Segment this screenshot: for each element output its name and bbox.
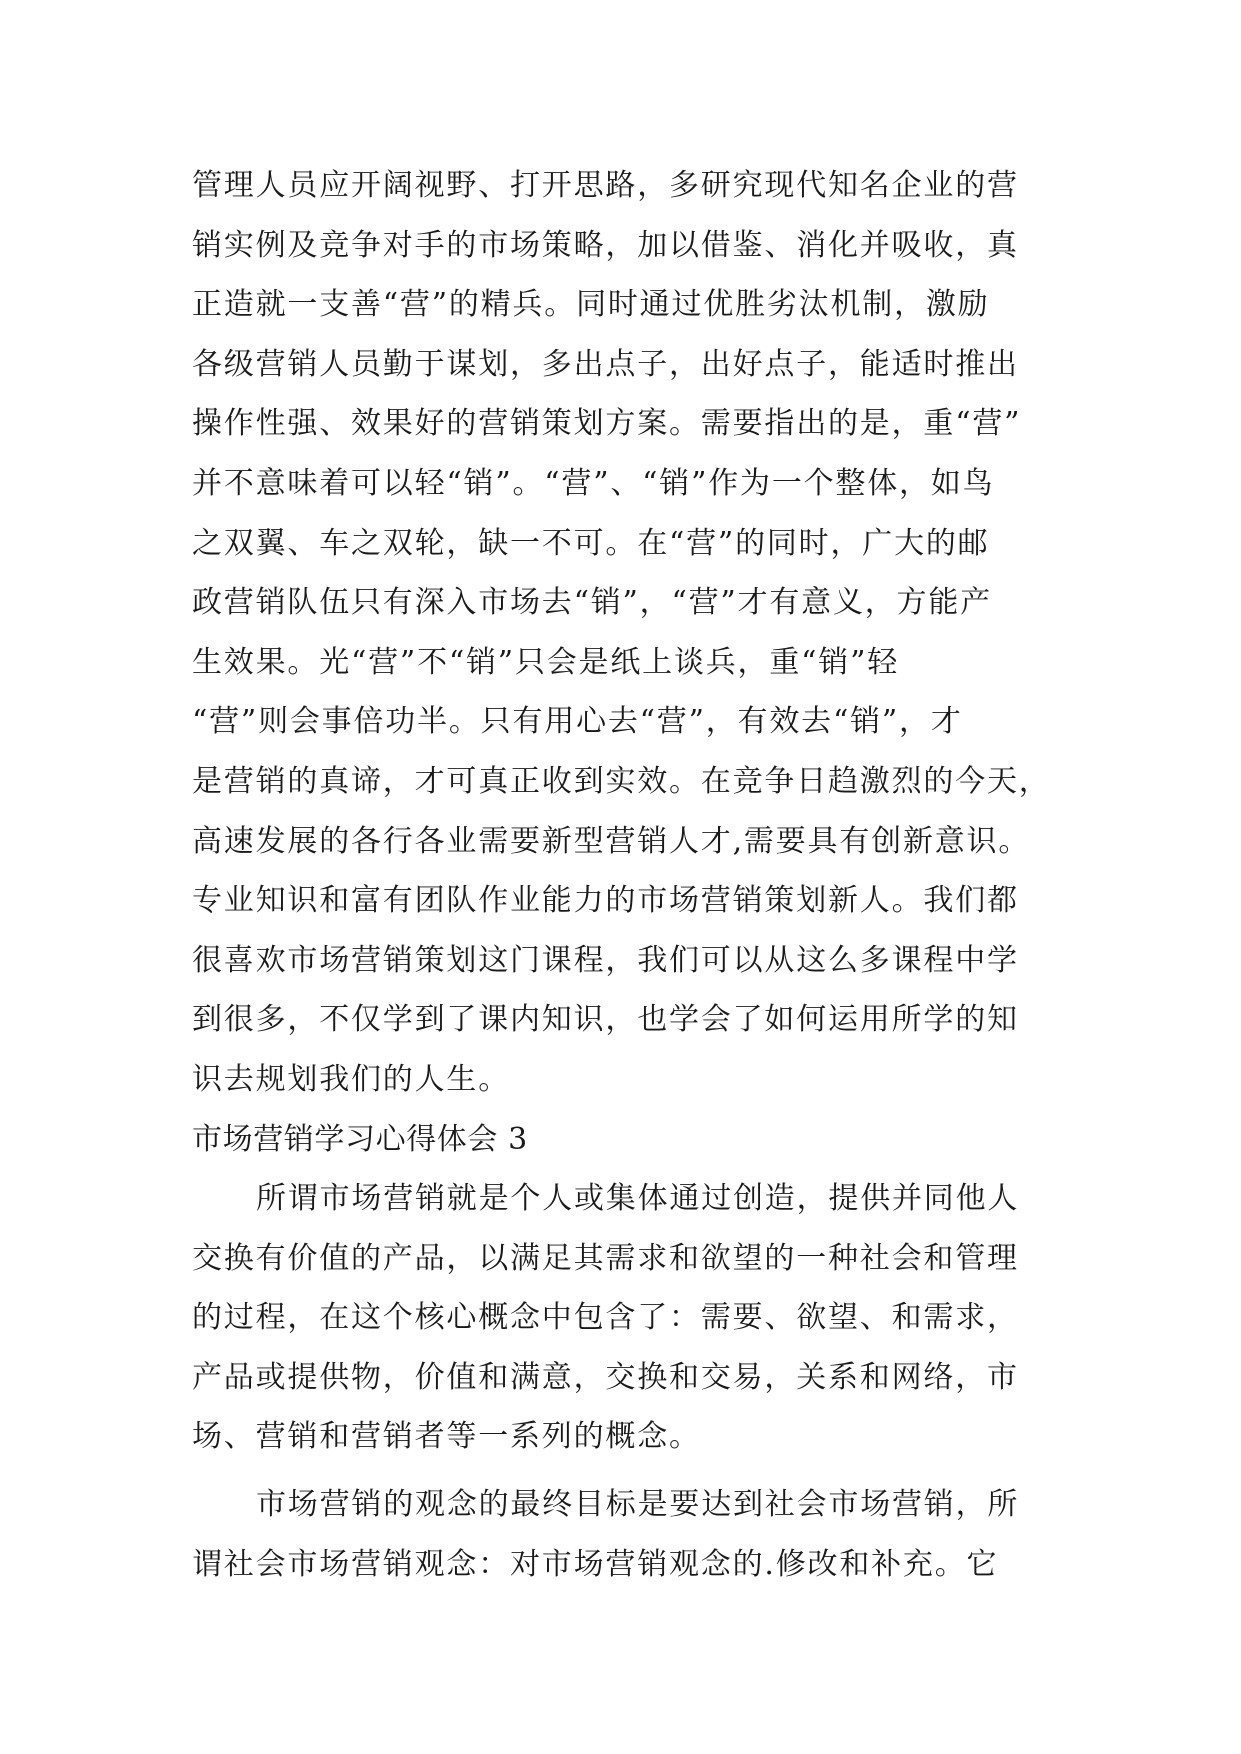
document-body: [192, 156, 1052, 1594]
text-line: 的过程，在这个核心概念中包含了：需要、欲望、和需求，: [192, 1300, 1019, 1336]
text-line: 政营销队伍只有深入市场去“销”，“营”才有意义，方能产: [192, 585, 992, 621]
paragraph-definition: [192, 1169, 1052, 1467]
paragraph-spacer: [192, 1467, 1052, 1475]
text-line: 操作性强、效果好的营销策划方案。需要指出的是，重“营”: [192, 406, 1022, 442]
text-line: 正造就一支善“营”的精兵。同时通过优胜劣汰机制，激励: [192, 287, 990, 323]
text-line: 高速发展的各行各业需要新型营销人才,需要具有创新意识。: [192, 823, 1031, 859]
text-line: 销实例及竞争对手的市场策略，加以借鉴、消化并吸收，真: [192, 227, 1019, 263]
continuation-paragraph: [192, 156, 1052, 1110]
text-line: 交换有价值的产品，以满足其需求和欲望的一种社会和管理: [192, 1240, 1019, 1276]
text-line: 谓社会市场营销观念：对市场营销观念的.修改和补充。它: [192, 1546, 999, 1582]
text-line: 之双翼、车之双轮，缺一不可。在“营”的同时，广大的邮: [192, 525, 990, 561]
text-line: 场、营销和营销者等一系列的概念。: [192, 1419, 701, 1455]
paragraph-concept: [192, 1475, 1052, 1594]
text-line: 识去规划我们的人生。: [192, 1061, 510, 1097]
text-line: 很喜欢市场营销策划这门课程，我们可以从这么多课程中学: [192, 942, 1019, 978]
text-line: “营”则会事倍功半。只有用心去“营”，有效去“销”，才: [192, 704, 963, 740]
text-line: 产品或提供物，价值和满意，交换和交易，关系和网络，市: [192, 1359, 1019, 1395]
text-line: 所谓市场营销就是个人或集体通过创造，提供并同他人: [256, 1181, 1020, 1217]
section-heading: 市场营销学习心得体会 3: [192, 1121, 528, 1157]
text-line: 到很多，不仅学到了课内知识，也学会了如何运用所学的知: [192, 1002, 1019, 1038]
text-line: 管理人员应开阔视野、打开思路，多研究现代知名企业的营: [192, 168, 1019, 203]
text-line: 并不意味着可以轻“销”。“营”、“销”作为一个整体，如鸟: [192, 465, 995, 501]
text-line: 市场营销的观念的最终目标是要达到社会市场营销，所: [256, 1487, 1020, 1523]
text-line: 专业知识和富有团队作业能力的市场营销策划新人。我们都: [192, 883, 1019, 919]
text-line: 生效果。光“营”不“销”只会是纸上谈兵，重“销”轻: [192, 644, 900, 680]
text-line: 各级营销人员勤于谋划，多出点子，出好点子，能适时推出: [192, 346, 1019, 382]
text-line: 是营销的真谛，才可真正收到实效。在竞争日趋激烈的今天，: [192, 763, 1051, 799]
